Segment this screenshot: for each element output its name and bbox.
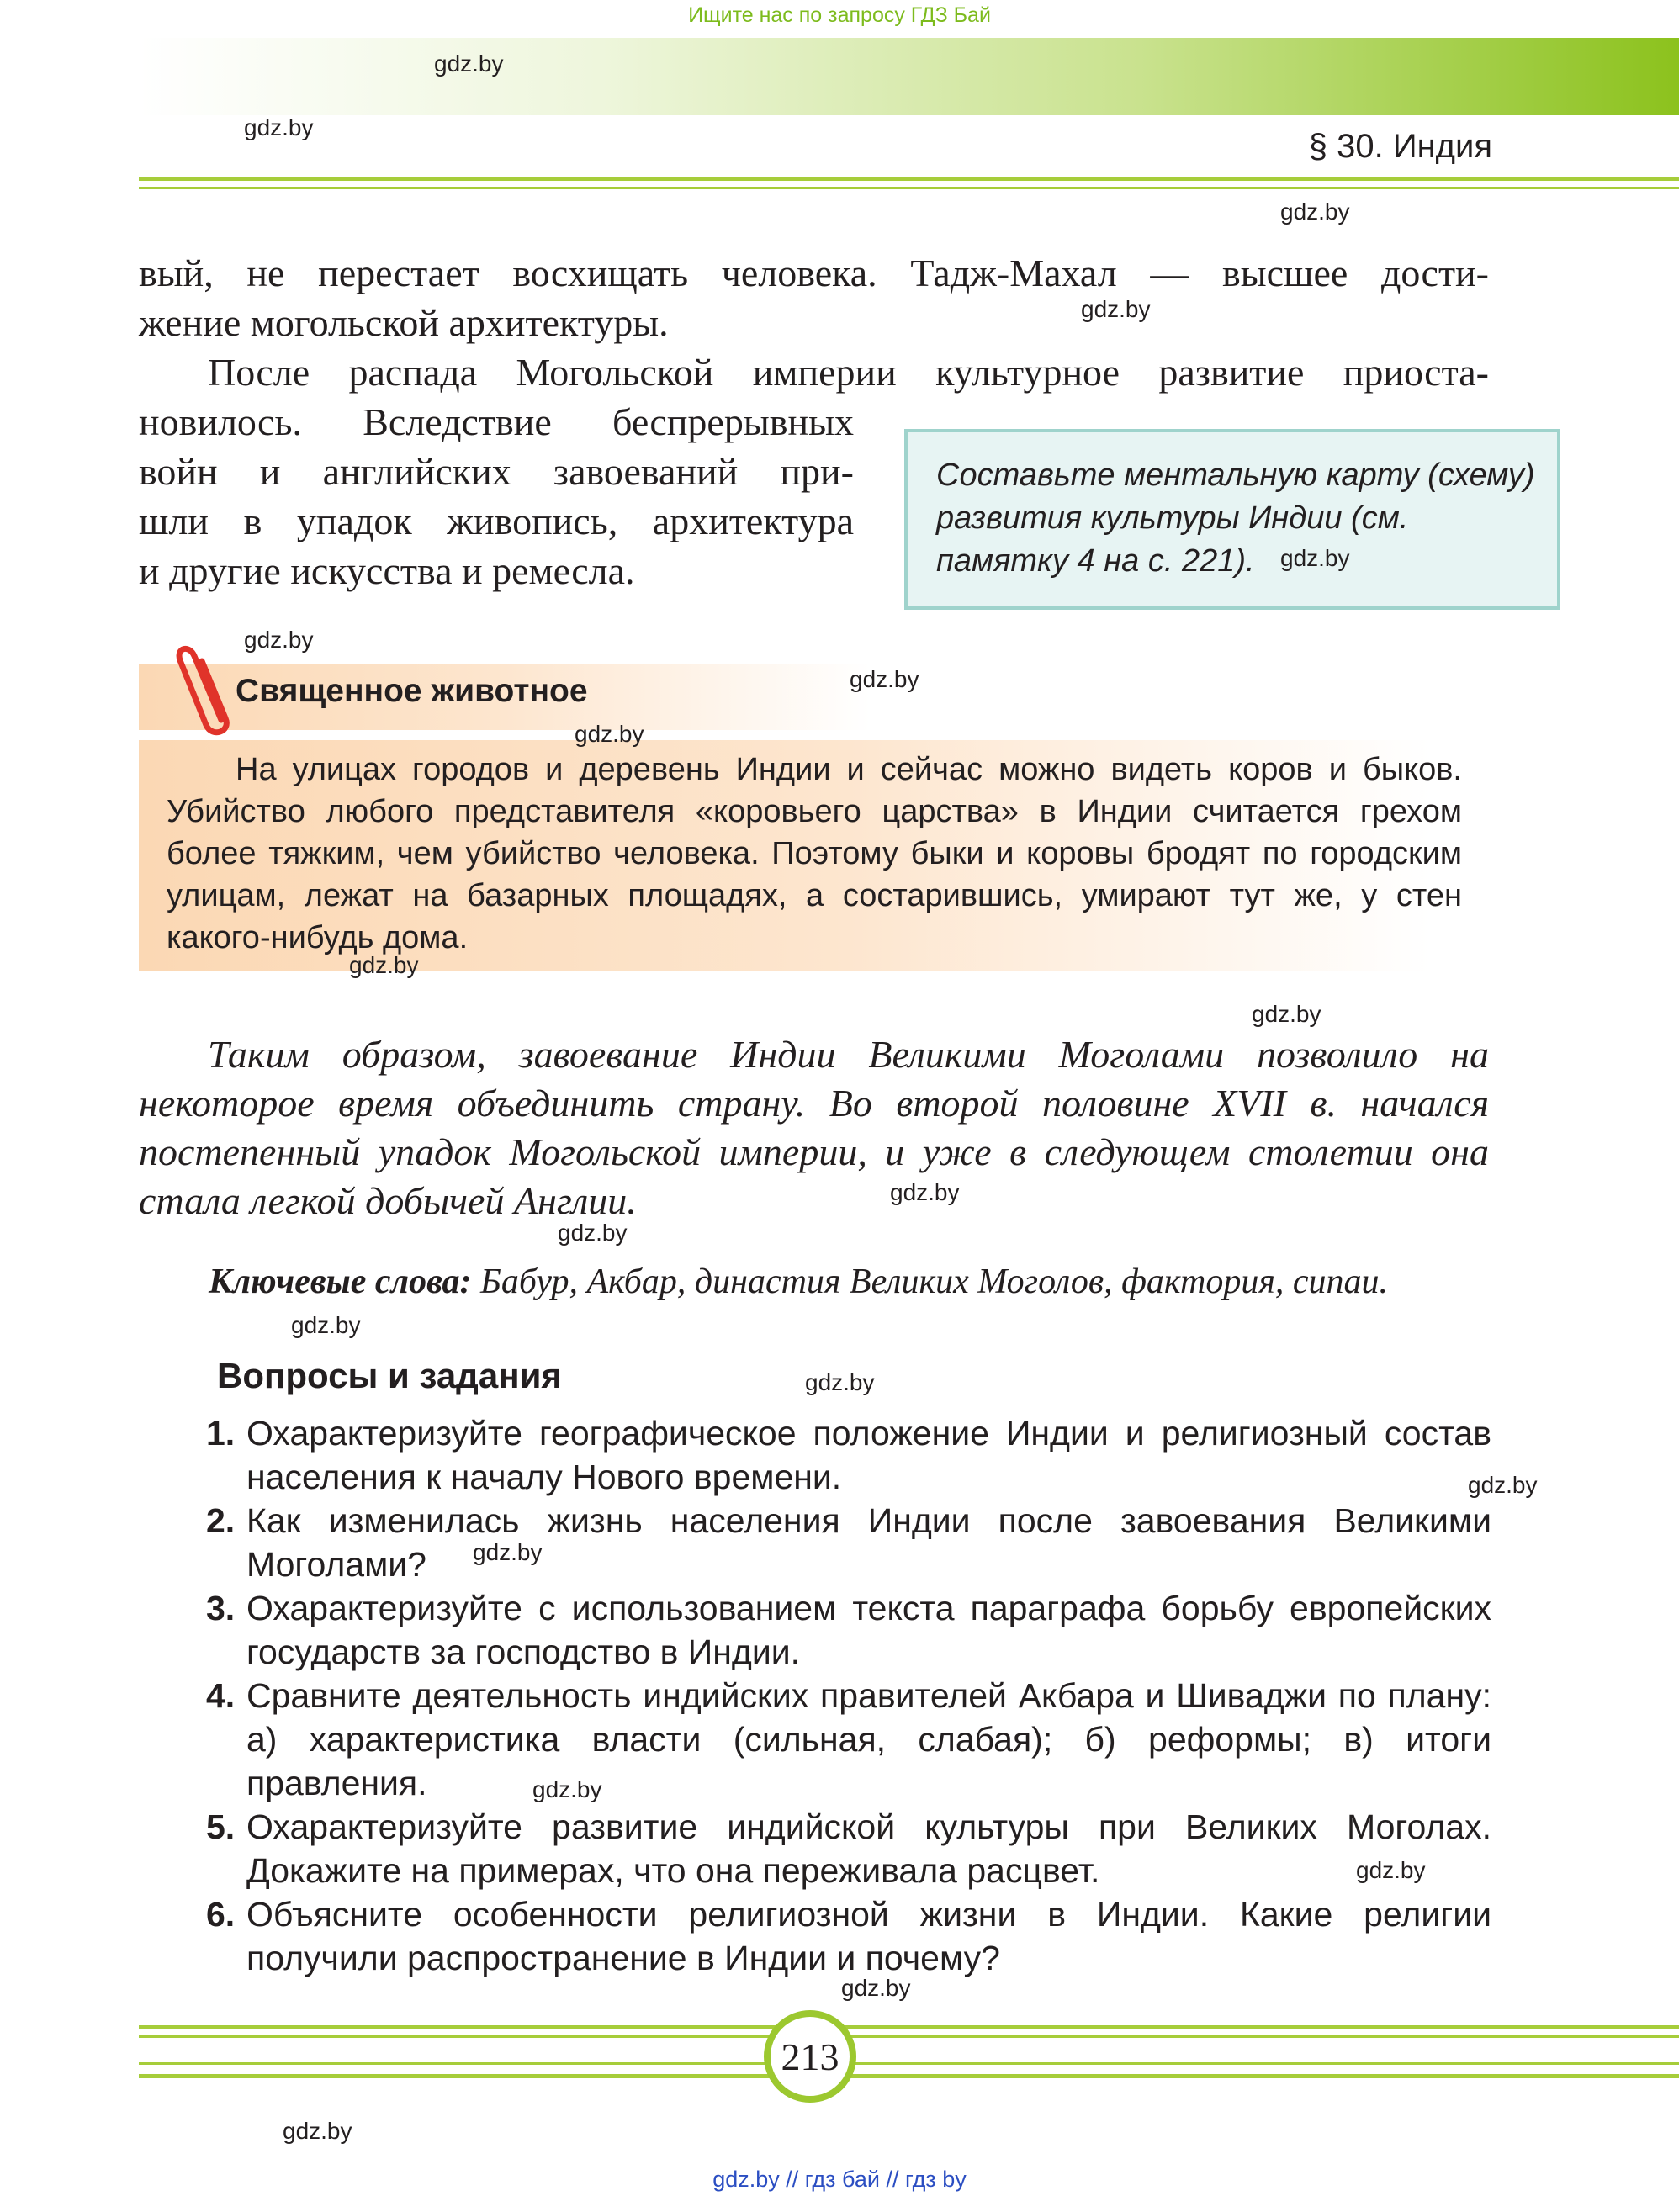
footer-rule-thin bbox=[139, 2035, 1679, 2038]
watermark: gdz.by bbox=[1081, 296, 1151, 322]
task-box-text: Составьте ментальную карту (схему) развития культуры Индии (см. памятку 4 на с. 221). bbox=[936, 458, 1535, 579]
para2-line: войн и английских завоеваний при- bbox=[139, 450, 854, 493]
keywords-text: Бабур, Акбар, династия Великих Моголов, фактория, сипаи. bbox=[480, 1262, 1388, 1301]
footer-links[interactable]: gdz.by // гдз бай // гдз by bbox=[712, 2167, 967, 2192]
watermark: gdz.by bbox=[1252, 1001, 1321, 1027]
question-item bbox=[206, 1805, 1491, 1892]
question-text: Охарактеризуйте с использованием текста параграфа борьбу европейских государств за господство в Индии. bbox=[246, 1589, 1491, 1671]
question-text: Как изменилась жизнь населения Индии после завоевания Великими Моголами? bbox=[246, 1501, 1491, 1584]
watermark: gdz.by bbox=[1356, 1857, 1426, 1883]
summary-paragraph bbox=[139, 1030, 1489, 1225]
watermark: gdz.by bbox=[349, 952, 419, 978]
question-number: 4. bbox=[206, 1676, 236, 1715]
para2-line: шли в упадок живопись, архитектура bbox=[139, 500, 854, 542]
para2-line: новилось. Вследствие беспрерывных bbox=[139, 400, 854, 443]
questions-list bbox=[206, 1411, 1491, 1980]
summary-text: Таким образом, завоевание Индии Великими Моголами позволило на некоторое время объединить страну. Во второй половине XVII в. начался постепенный упадок Могольской империи, и уже в следующем столетии она стала легкой добычей Англии. bbox=[139, 1033, 1489, 1222]
fact-title: Священное животное bbox=[236, 673, 588, 709]
question-text: Сравните деятельность индийских правителей Акбара и Шиваджи по плану: а) характеристика власти (сильная, слабая); б) реформы; в) итоги правления. bbox=[246, 1676, 1491, 1802]
watermark: gdz.by bbox=[805, 1369, 875, 1395]
top-search-hint[interactable]: Ищите нас по запросу ГДЗ Бай bbox=[688, 3, 991, 27]
watermark: gdz.by bbox=[244, 627, 314, 653]
header-band bbox=[139, 38, 1679, 115]
paragraph-2-first-line bbox=[139, 347, 1489, 397]
keywords-label: Ключевые слова: bbox=[209, 1262, 472, 1301]
watermark: gdz.by bbox=[1468, 1472, 1538, 1498]
question-item bbox=[206, 1892, 1491, 1980]
question-item bbox=[206, 1499, 1491, 1586]
questions-title: Вопросы и задания bbox=[217, 1356, 562, 1395]
question-item bbox=[206, 1411, 1491, 1499]
section-title: § 30. Индия bbox=[1308, 128, 1492, 165]
question-number: 1. bbox=[206, 1414, 236, 1453]
watermark: gdz.by bbox=[1280, 198, 1350, 225]
header-rule-thin bbox=[139, 187, 1679, 189]
watermark: gdz.by bbox=[841, 1975, 911, 2001]
watermark: gdz.by bbox=[291, 1312, 361, 1338]
question-number: 5. bbox=[206, 1807, 236, 1846]
watermark: gdz.by bbox=[850, 666, 919, 692]
para2-line: и другие искусства и ремесла. bbox=[139, 549, 635, 592]
watermark: gdz.by bbox=[244, 114, 314, 140]
footer-rule-thin bbox=[139, 2062, 1679, 2065]
watermark: gdz.by bbox=[473, 1539, 543, 1565]
question-number: 3. bbox=[206, 1589, 236, 1627]
watermark: gdz.by bbox=[1280, 545, 1350, 571]
fact-paragraph: На улицах городов и деревень Индии и сейчас можно видеть коров и быков. Убийство любого представителя «коровьего царства» в Индии считается грехом более тяжким, чем убийство человека. Поэтому быки и коровы бродят по городским улицам, лежат на базарных площадях, а состарившись, умирают тут же, у стен какого-нибудь дома. bbox=[167, 752, 1462, 955]
question-text: Охарактеризуйте географическое положение Индии и религиозный состав населения к началу Нового времени. bbox=[246, 1414, 1491, 1496]
fact-text bbox=[167, 749, 1462, 959]
watermark: gdz.by bbox=[434, 50, 504, 77]
question-number: 6. bbox=[206, 1895, 236, 1934]
watermark: gdz.by bbox=[890, 1179, 960, 1205]
watermark: gdz.by bbox=[283, 2118, 352, 2144]
watermark: gdz.by bbox=[558, 1220, 628, 1246]
question-text: Объясните особенности религиозной жизни в Индии. Какие религии получили распространение в Индии и почему? bbox=[246, 1895, 1491, 1977]
footer-rule bbox=[139, 2025, 1679, 2029]
watermark: gdz.by bbox=[575, 721, 644, 747]
intro-line: жение могольской архитектуры. bbox=[139, 301, 669, 344]
intro-line: вый, не перестает восхищать человека. Тадж-Махал — высшее дости- bbox=[139, 251, 1489, 294]
question-item bbox=[206, 1586, 1491, 1674]
keywords bbox=[209, 1262, 1388, 1302]
question-item bbox=[206, 1674, 1491, 1805]
header-rule bbox=[139, 177, 1679, 181]
para2-line: После распада Могольской империи культурное развитие приоста- bbox=[208, 351, 1489, 394]
page-number: 213 bbox=[764, 2010, 856, 2103]
intro-paragraph bbox=[139, 248, 1489, 347]
question-number: 2. bbox=[206, 1501, 236, 1540]
paragraph-2 bbox=[139, 397, 854, 595]
footer-rule bbox=[139, 2074, 1679, 2078]
paperclip-icon bbox=[172, 638, 240, 738]
question-text: Охарактеризуйте развитие индийской культуры при Великих Моголах. Докажите на примерах, что она переживала расцвет. bbox=[246, 1807, 1491, 1890]
watermark: gdz.by bbox=[532, 1776, 602, 1802]
